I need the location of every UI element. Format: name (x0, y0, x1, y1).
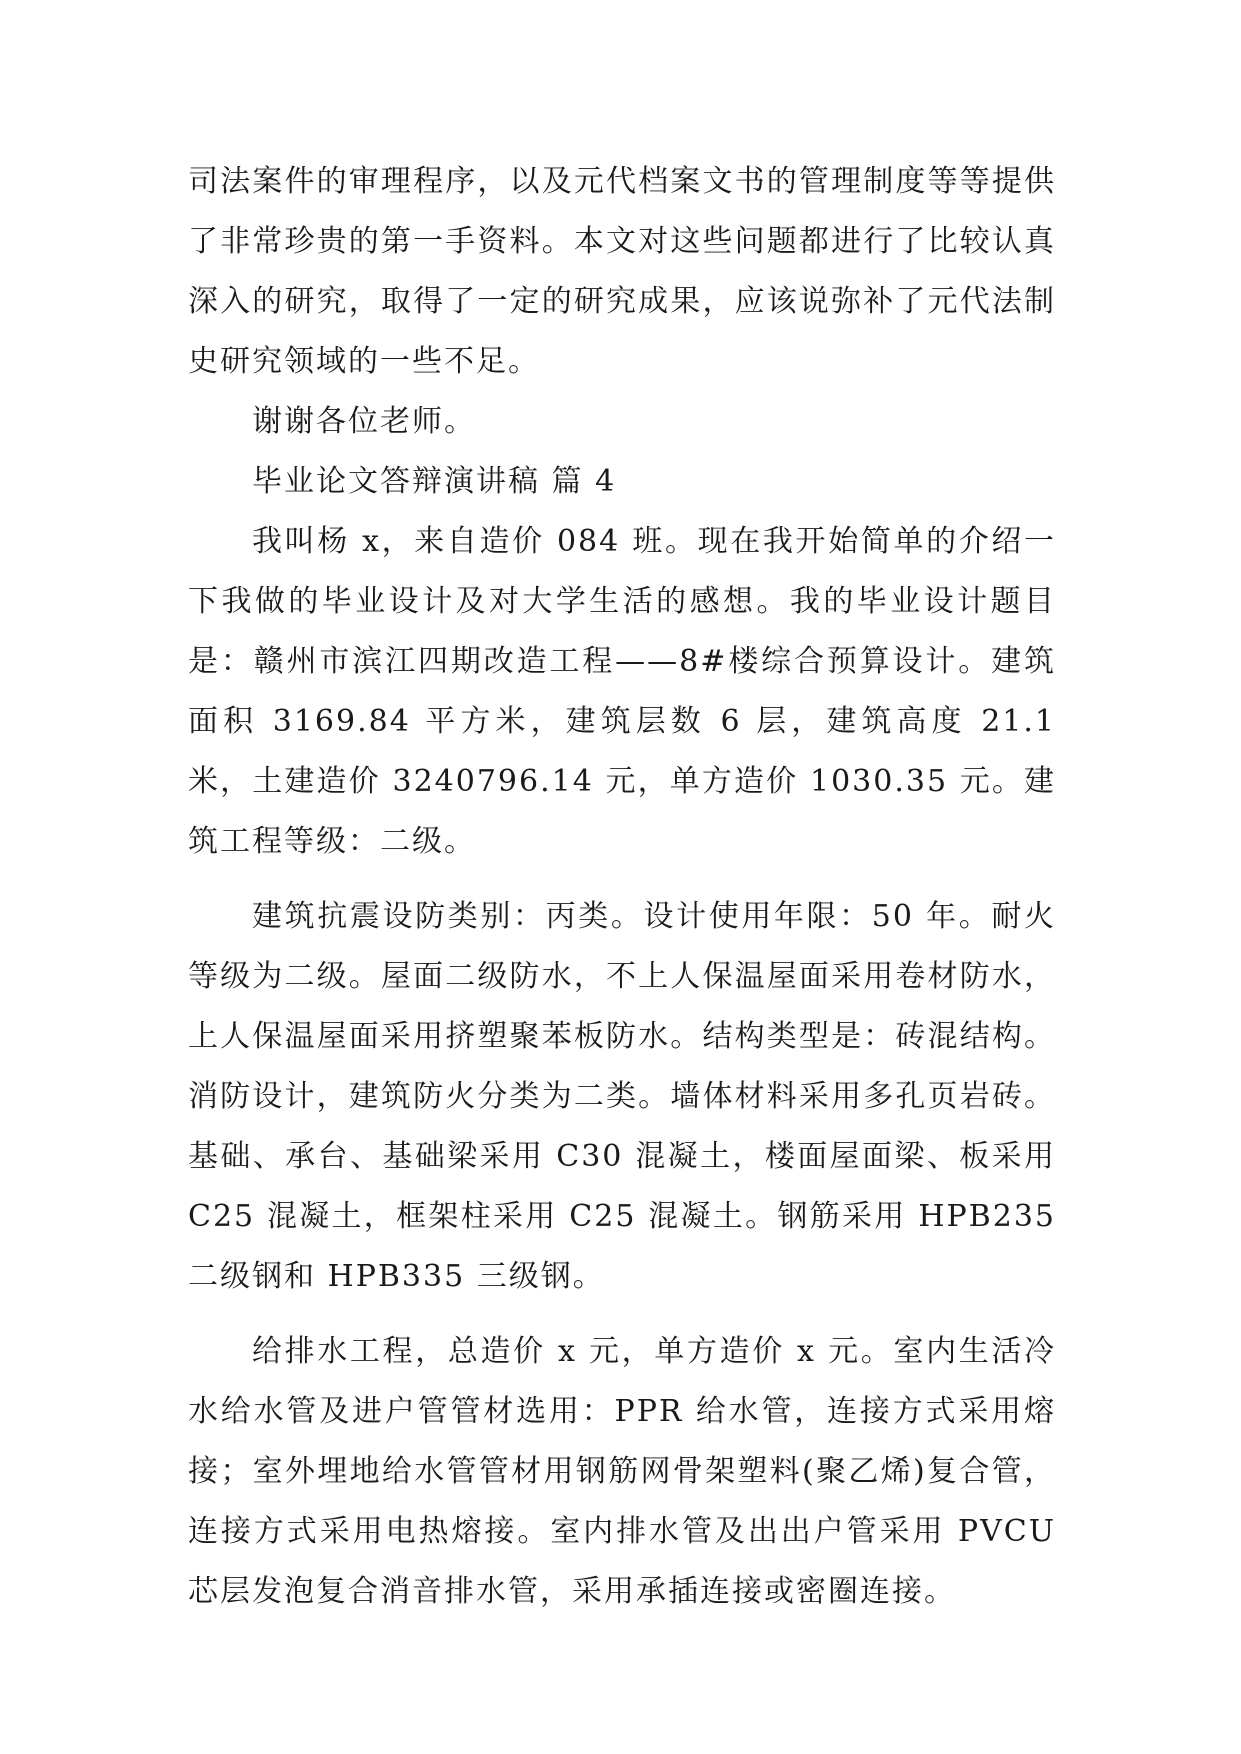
paragraph-building-specs: 建筑抗震设防类别：丙类。设计使用年限：50 年。耐火等级为二级。屋面二级防水，不上人保温屋面采用卷材防水，上人保温屋面采用挤塑聚苯板防水。结构类型是：砖混结构。消防设计，建筑防火分类为二类。墙体材料采用多孔页岩砖。基础、承台、基础梁采用 C30 混凝土，楼面屋面梁、板采用 C25 混凝土，框架柱采用 C25 混凝土。钢筋采用 HPB235 二级钢和 HPB335 三级钢。 (188, 899, 1056, 1294)
paragraph-thanks: 谢谢各位老师。 (252, 404, 476, 439)
paragraph-introduction: 我叫杨 x，来自造价 084 班。现在我开始简单的介绍一下我做的毕业设计及对大学生活的感想。我的毕业设计题目是：赣州市滨江四期改造工程——8#楼综合预算设计。建筑面积 3169.84 平方米，建筑层数 6 层，建筑高度 21.1 米，土建造价 3240796.14 元，单方造价 1030.35 元。建筑工程等级：二级。 (188, 524, 1056, 859)
paragraph-continuation: 司法案件的审理程序，以及元代档案文书的管理制度等等提供了非常珍贵的第一手资料。本文对这些问题都进行了比较认真深入的研究，取得了一定的研究成果，应该说弥补了元代法制史研究领域的一些不足。 (188, 164, 1056, 379)
section-heading: 毕业论文答辩演讲稿 篇 4 (252, 464, 617, 499)
document-body (188, 152, 1056, 1622)
paragraph-plumbing: 给排水工程，总造价 x 元，单方造价 x 元。室内生活冷水给水管及进户管管材选用：PPR 给水管，连接方式采用熔接；室外埋地给水管管材用钢筋网骨架塑料(聚乙烯)复合管，连接方式采用电热熔接。室内排水管及出出户管采用 PVCU 芯层发泡复合消音排水管，采用承插连接或密圈连接。 (188, 1334, 1056, 1609)
